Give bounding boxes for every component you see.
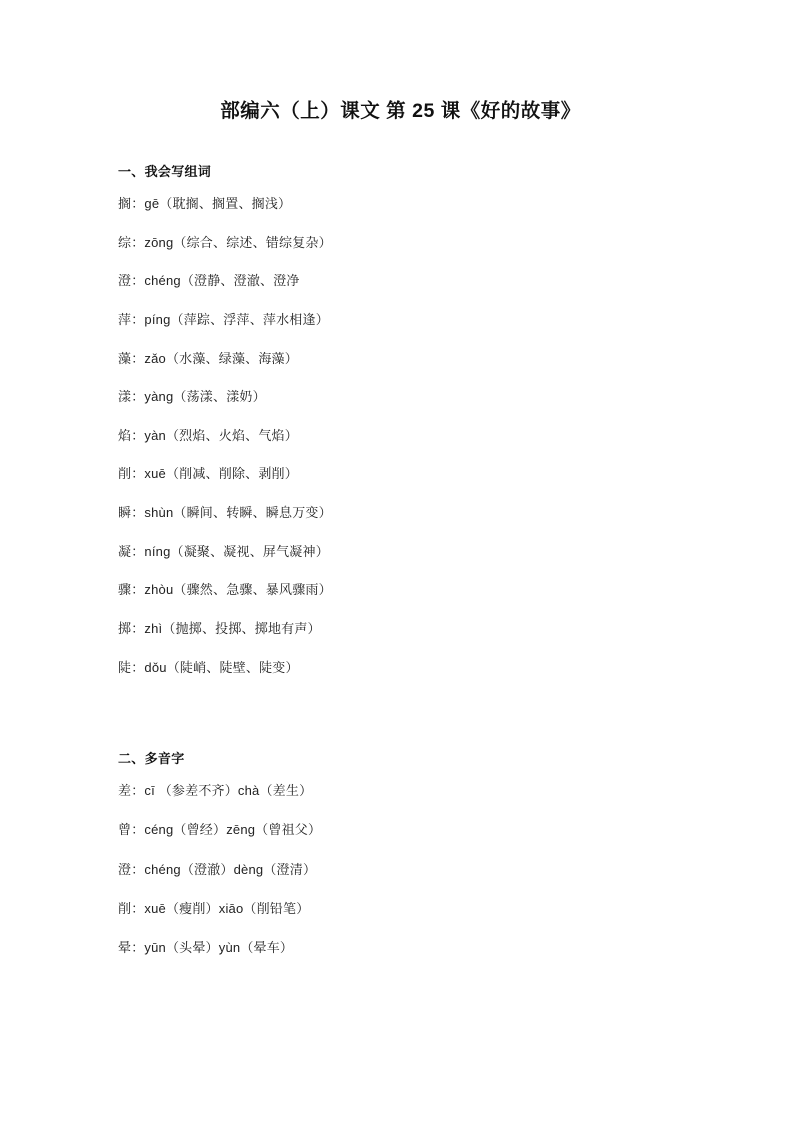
list-item: 削：xuē（瘦削）xiāo（削铅笔） (118, 900, 310, 916)
list-item: 曾：céng（曾经）zēng（曾祖父） (118, 822, 322, 838)
list-item: 骤：zhòu（骤然、急骤、暴风骤雨） (118, 582, 332, 598)
list-item: 搁：gē（耽搁、搁置、搁浅） (118, 196, 292, 211)
list-item: 漾：yàng（荡漾、漾奶） (118, 389, 266, 405)
list-item: 萍：píng（萍踪、浮萍、萍水相逢） (118, 311, 329, 327)
list-item: 削：xuē（削减、削除、剥削） (118, 466, 298, 482)
list-item: 澄：chéng（澄澈）dèng（澄清） (118, 861, 317, 877)
list-item: 晕：yūn（头晕）yùn（晕车） (118, 939, 294, 955)
list-item: 差：cī （参差不齐）chà（差生） (118, 783, 313, 799)
section-polyphonic-characters (118, 748, 683, 958)
section-heading: 一、我会写组词 (118, 164, 212, 179)
list-item: 澄：chéng（澄静、澄澈、澄净 (118, 273, 300, 289)
list-item: 陡：dǒu（陡峭、陡壁、陡变） (118, 659, 299, 675)
list-item: 掷：zhì（抛掷、投掷、掷地有声） (118, 621, 321, 637)
section-heading: 二、多音字 (118, 751, 185, 767)
list-item: 综：zōng（综合、综述、错综复杂） (118, 234, 332, 250)
list-item: 凝：níng（凝聚、凝视、屏气凝神） (118, 543, 329, 559)
section-divider-space (118, 696, 683, 748)
section-my-writing-words (118, 161, 683, 678)
list-item: 瞬：shùn（瞬间、转瞬、瞬息万变） (118, 505, 332, 521)
entry-list (118, 194, 683, 678)
page-title: 部编六（上）课文 第 25 课《好的故事》 (220, 100, 581, 122)
entry-list (118, 781, 683, 958)
list-item: 焰：yàn（烈焰、火焰、气焰） (118, 427, 298, 443)
list-item: 藻：zǎo（水藻、绿藻、海藻） (118, 350, 298, 366)
